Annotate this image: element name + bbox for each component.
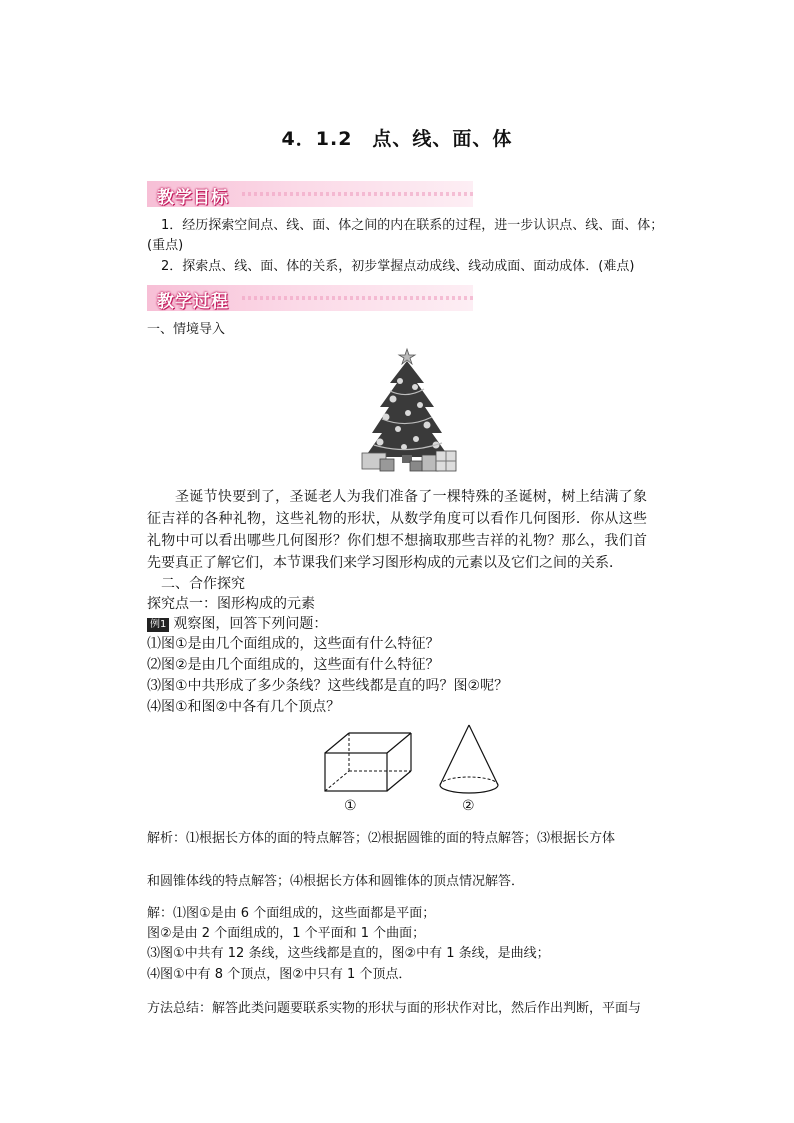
page-title: 4．1.2 点、线、面、体: [281, 128, 513, 150]
section-label-process: 教学过程: [157, 292, 229, 312]
solution-3: ⑶图①中共有 12 条线，这些线都是直的，图②中有 1 条线，是曲线；: [147, 946, 550, 961]
analysis-line-2: 和圆锥体线的特点解答；⑷根据长方体和圆锥体的顶点情况解答．: [147, 874, 525, 889]
explore-point-1: 探究点一：图形构成的元素: [147, 596, 315, 612]
example-prompt-line: [147, 614, 327, 634]
figure-label-1: ①: [344, 798, 357, 814]
question-2: ⑵图②是由几个面组成的，这些面有什么特征？: [147, 657, 440, 673]
section-banner-process: [147, 285, 473, 311]
part2-heading: 二、合作探究: [161, 576, 245, 592]
cone-figure: [437, 723, 501, 799]
example-tag: 例1: [147, 618, 169, 632]
section-label-objectives: 教学目标: [157, 188, 229, 208]
objective-item-2: 2．探索点、线、面、体的关系，初步掌握点动成线、线动成面、面动成体．(难点): [161, 259, 635, 274]
method-summary: 方法总结：解答此类问题要联系实物的形状与面的形状作对比，然后作出判断，平面与: [147, 1001, 642, 1016]
christmas-tree-image: [360, 347, 460, 475]
objective-item-1: 1．经历探索空间点、线、面、体之间的内在联系的过程，进一步认识点、线、面、体；: [161, 218, 664, 233]
question-3: ⑶图①中共形成了多少条线？这些线都是直的吗？图②呢？: [147, 678, 509, 694]
cuboid-figure: [322, 730, 414, 794]
objective-item-1-cont: (重点): [147, 238, 184, 253]
solution-1: 解：⑴图①是由 6 个面组成的，这些面都是平面；: [147, 906, 436, 921]
part1-heading: 一、情境导入: [147, 322, 226, 337]
question-4: ⑷图①和图②中各有几个顶点？: [147, 699, 341, 715]
question-1: ⑴图①是由几个面组成的，这些面有什么特征？: [147, 636, 440, 652]
solution-4: ⑷图①中有 8 个顶点，图②中只有 1 个顶点．: [147, 967, 412, 982]
figure-label-2: ②: [462, 798, 475, 814]
example-prompt: 观察图，回答下列问题：: [173, 616, 328, 632]
analysis-line-1: 解析：⑴根据长方体的面的特点解答；⑵根据圆锥的面的特点解答；⑶根据长方体: [147, 831, 616, 846]
intro-paragraph: 圣诞节快要到了，圣诞老人为我们准备了一棵特殊的圣诞树，树上结满了象征吉祥的各种礼物，这些礼物的形状，从数学角度可以看作几何图形．你从这些礼物中可以看出哪些几何图形？你们想不想摘取那些吉祥的礼物？那么，我们首先要真正了解它们，本节课我们来学习图形构成的元素以及它们之间的关系．: [147, 489, 647, 571]
solution-2: 图②是由 2 个面组成的，1 个平面和 1 个曲面；: [147, 926, 426, 941]
section-banner-objectives: [147, 181, 473, 207]
